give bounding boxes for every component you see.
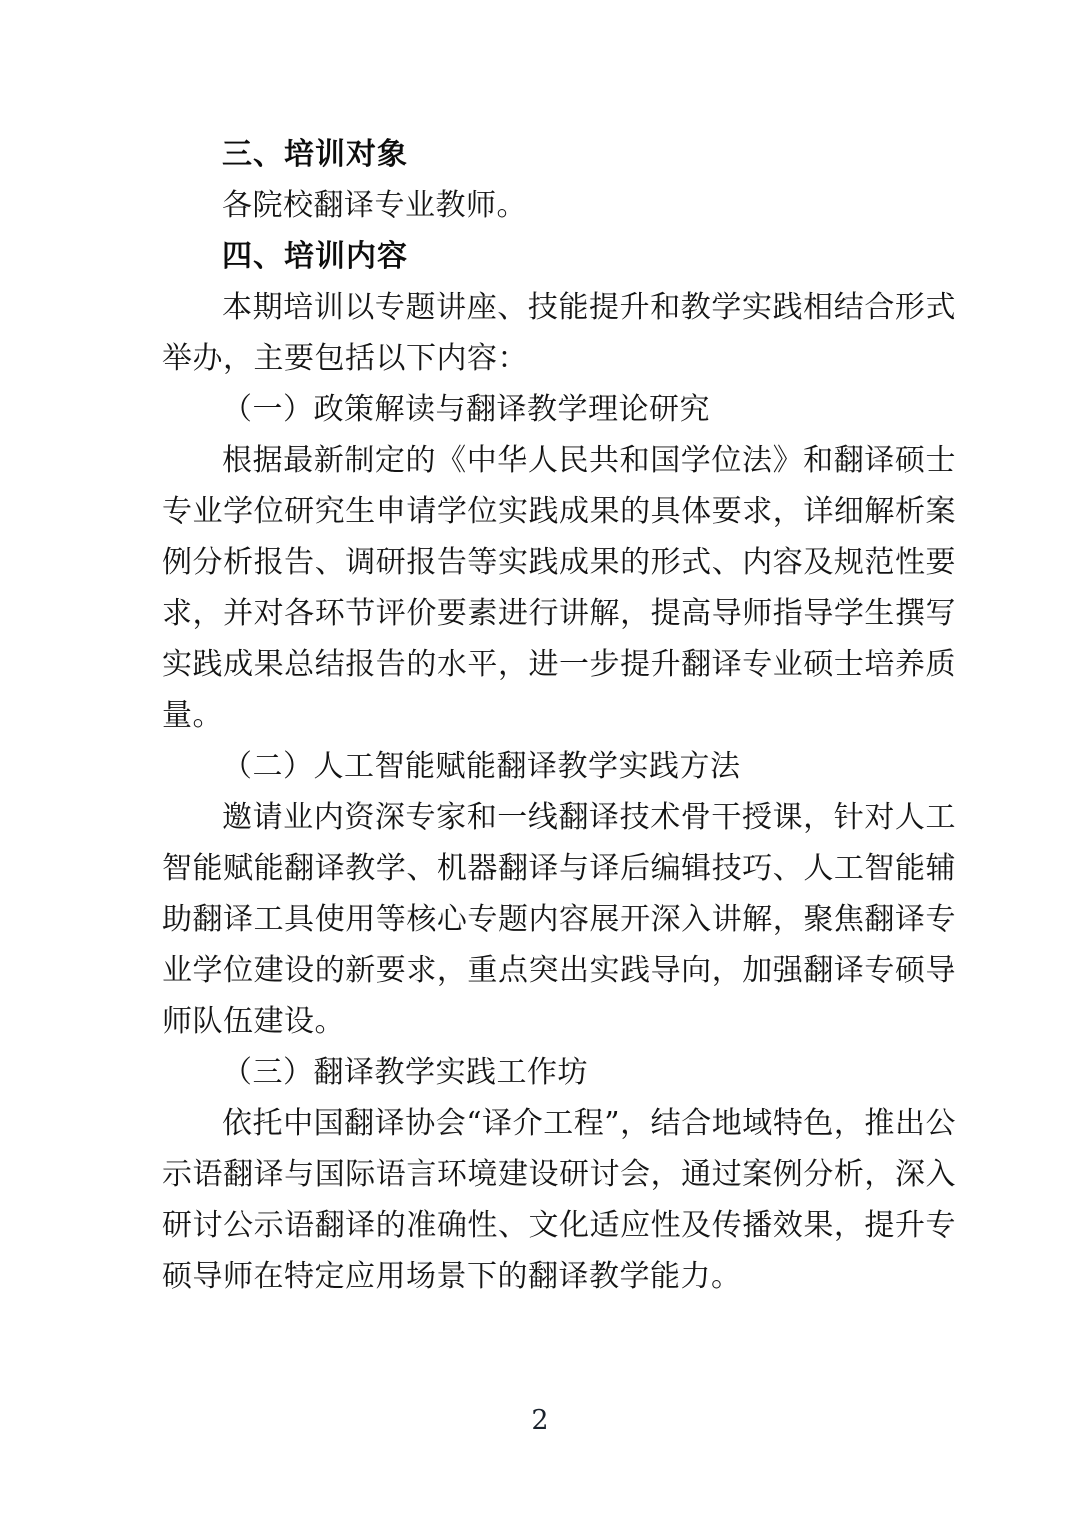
page-number: 2 <box>531 1405 549 1436</box>
paragraph-practice-workshop: 依托中国翻译协会“译介工程”，结合地域特色，推出公示语翻译与国际语言环境建设研讨会，通过案例分析，深入研讨公示语翻译的准确性、文化适应性及传播效果，提升专硕导师在特定应用场景下的翻译教学能力。 <box>162 1106 956 1294</box>
paragraph-training-content-intro: 本期培训以专题讲座、技能提升和教学实践相结合形式举办，主要包括以下内容： <box>162 290 956 376</box>
subsection-heading-practice-workshop: （三）翻译教学实践工作坊 <box>222 1055 588 1090</box>
document-body <box>162 129 956 1302</box>
page-footer <box>0 1404 1080 1438</box>
paragraph-ai-teaching: 邀请业内资深专家和一线翻译技术骨干授课，针对人工智能赋能翻译教学、机器翻译与译后编辑技巧、人工智能辅助翻译工具使用等核心专题内容展开深入讲解，聚焦翻译专业学位建设的新要求，重点突出实践导向，加强翻译专硕导师队伍建设。 <box>162 800 956 1039</box>
paragraph-training-audience: 各院校翻译专业教师。 <box>222 188 527 223</box>
subsection-heading-policy-theory: （一）政策解读与翻译教学理论研究 <box>222 392 710 427</box>
paragraph-policy-theory: 根据最新制定的《中华人民共和国学位法》和翻译硕士专业学位研究生申请学位实践成果的具体要求，详细解析案例分析报告、调研报告等实践成果的形式、内容及规范性要求，并对各环节评价要素进行讲解，提高导师指导学生撰写实践成果总结报告的水平，进一步提升翻译专业硕士培养质量。 <box>162 443 956 733</box>
subsection-heading-ai-teaching: （二）人工智能赋能翻译教学实践方法 <box>222 749 741 784</box>
section-heading-training-audience: 三、培训对象 <box>222 137 408 172</box>
section-heading-training-content: 四、培训内容 <box>222 239 408 274</box>
